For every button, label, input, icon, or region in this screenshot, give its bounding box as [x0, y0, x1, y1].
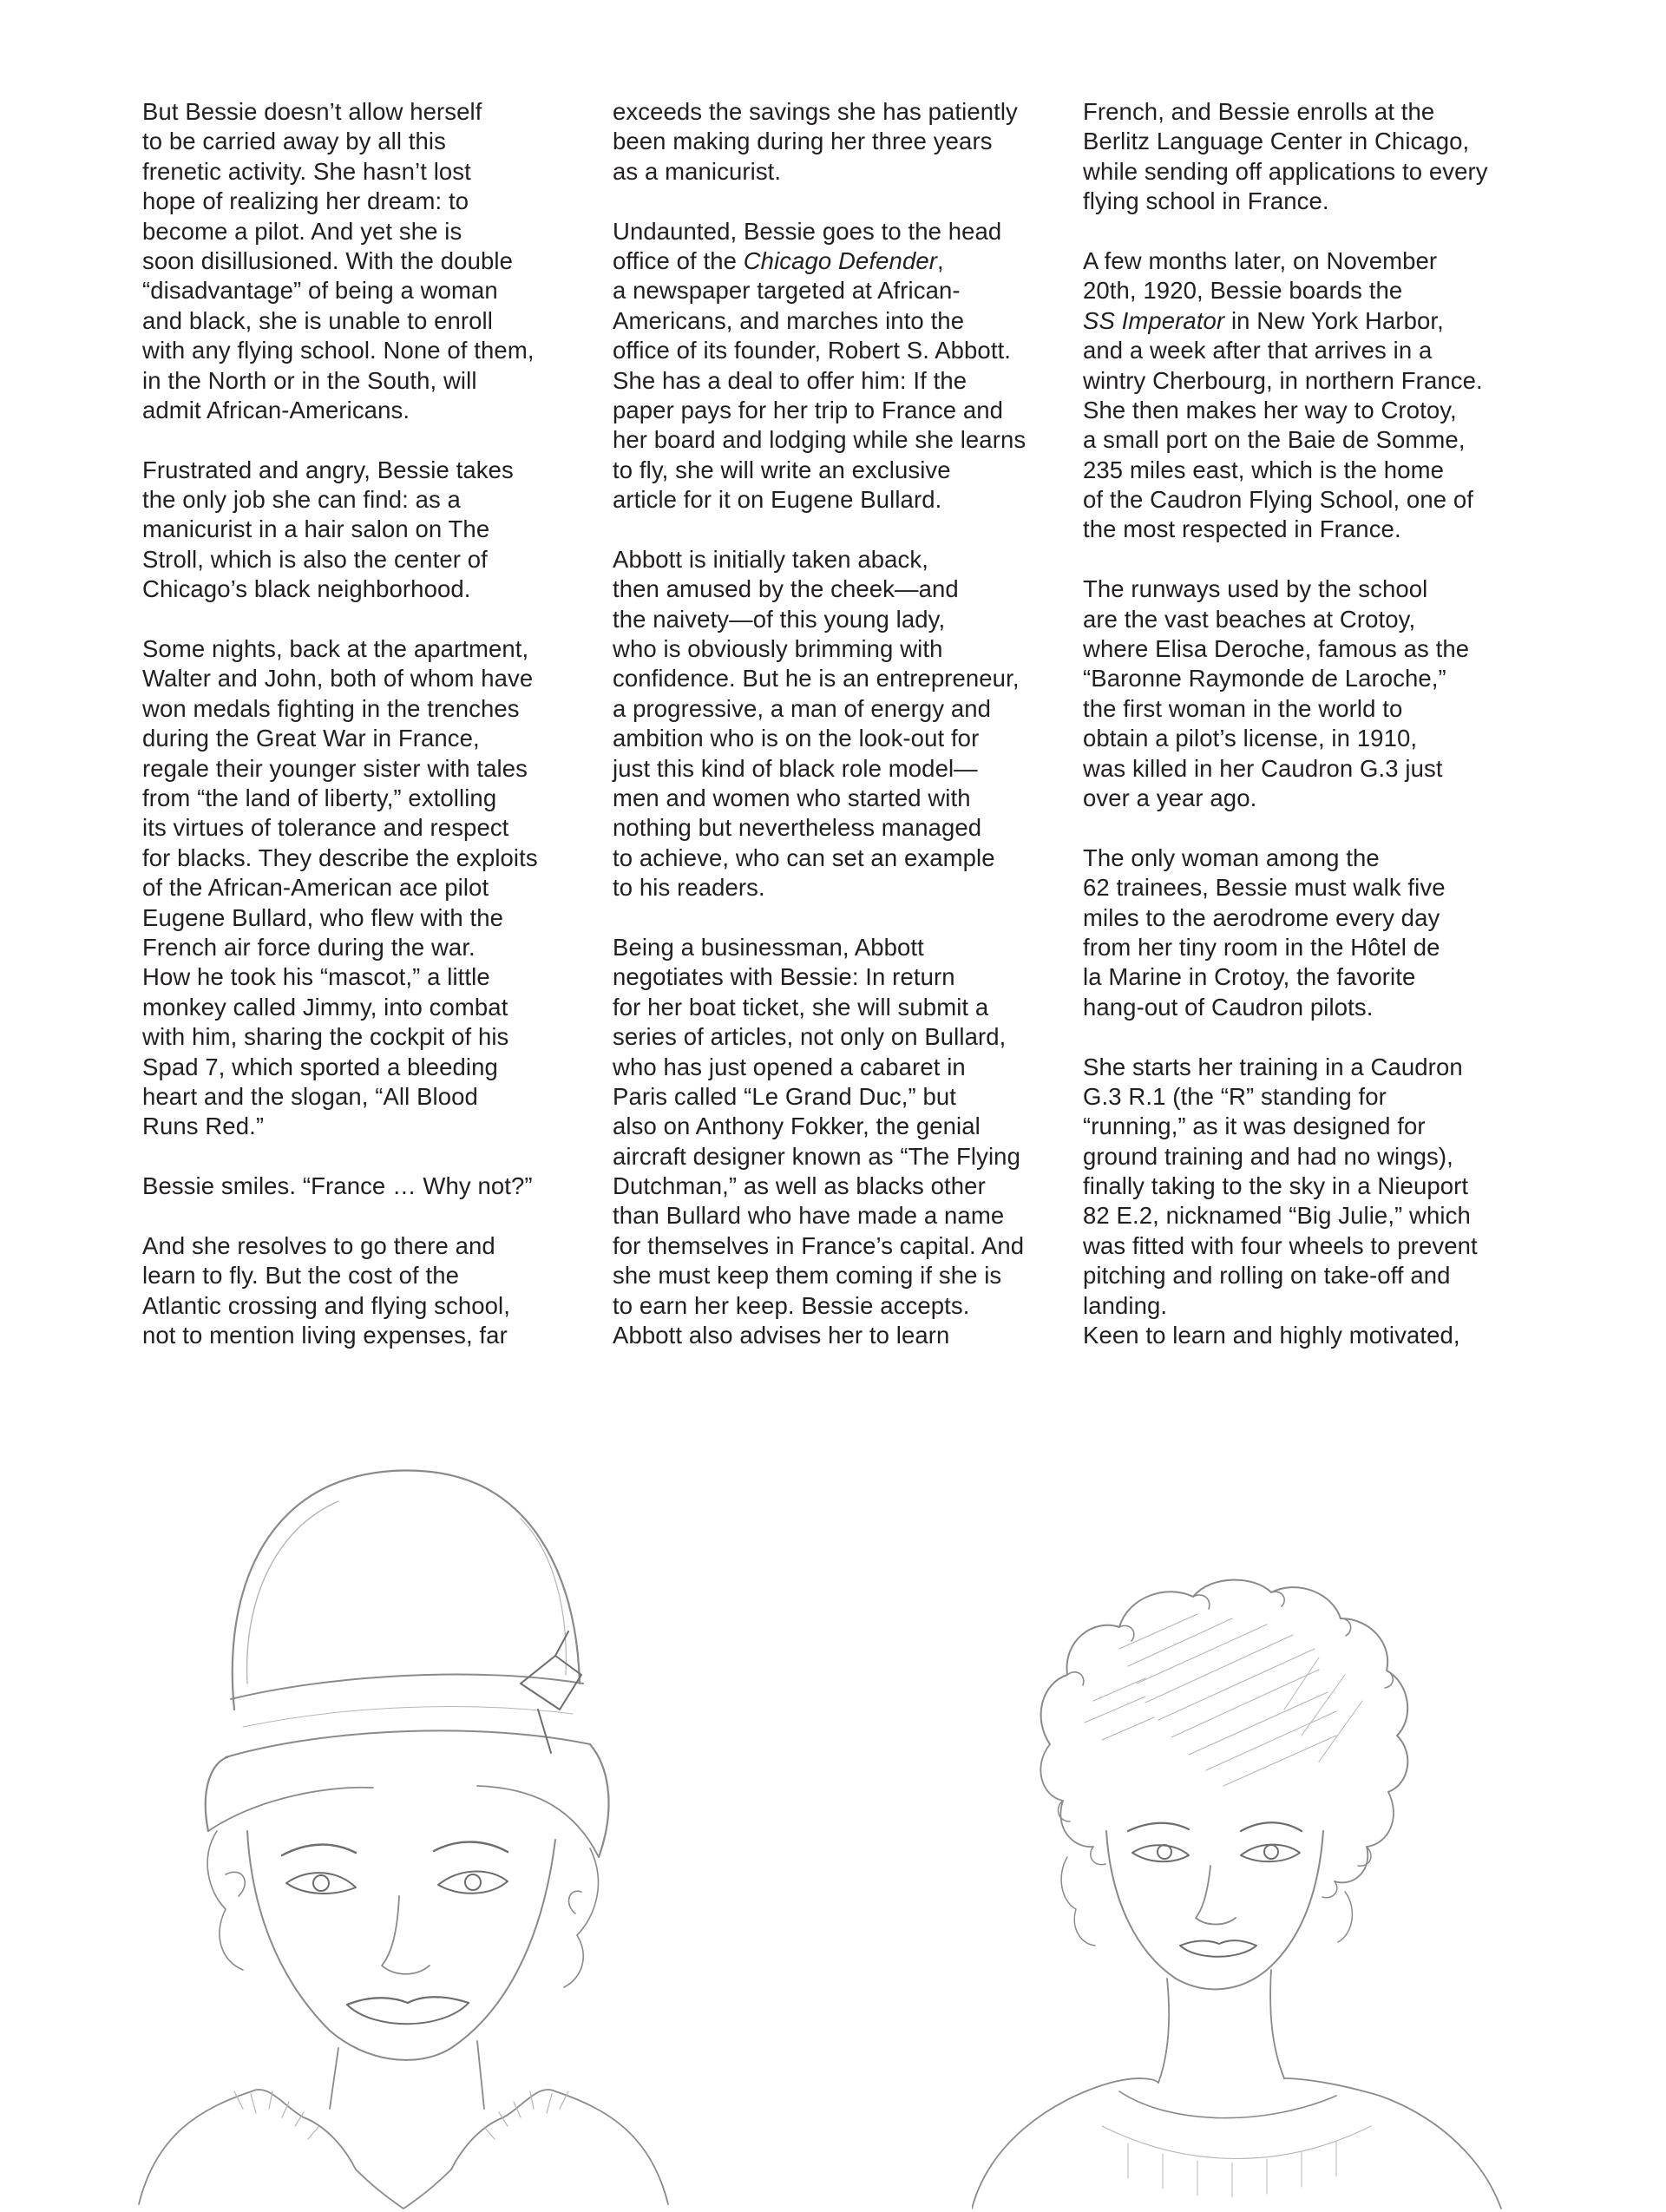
- text-segment: with him, sharing the cockpit of his: [142, 1023, 509, 1051]
- text-segment: admit African-Americans.: [142, 396, 410, 423]
- text-line: [613, 425, 1072, 455]
- text-line: [1083, 1172, 1543, 1201]
- text-segment: over a year ago.: [1083, 784, 1257, 811]
- text-line: [142, 962, 602, 992]
- text-segment: Chicago’s black neighborhood.: [142, 575, 471, 603]
- text-line: [142, 1082, 602, 1112]
- text-segment: Stroll, which is also the center of: [142, 545, 488, 573]
- text-line: [142, 1321, 602, 1350]
- paragraph-gap: [142, 425, 602, 455]
- text-segment: her board and lodging while she learns: [613, 426, 1026, 454]
- text-line: [613, 1231, 1072, 1261]
- text-line: [613, 784, 1072, 813]
- text-line: [613, 843, 1072, 873]
- text-line: [613, 336, 1072, 365]
- paragraph: [613, 545, 1072, 903]
- text-line: [613, 217, 1072, 246]
- text-segment: Frustrated and angry, Bessie takes: [142, 456, 514, 483]
- text-line: [1083, 664, 1543, 693]
- text-line: [1083, 97, 1543, 127]
- text-line: [142, 1291, 602, 1321]
- text-line: [1083, 1231, 1543, 1261]
- text-line: [142, 873, 602, 903]
- text-segment: “running,” as it was designed for: [1083, 1113, 1426, 1140]
- text-segment: She then makes her way to Crotoy,: [1083, 396, 1457, 423]
- text-line: [613, 1022, 1072, 1052]
- text-segment: also on Anthony Fokker, the genial: [613, 1113, 981, 1140]
- text-line: [142, 306, 602, 336]
- text-line: [613, 1201, 1072, 1231]
- text-segment: was fitted with four wheels to prevent: [1083, 1231, 1478, 1259]
- text-line: [1083, 187, 1543, 216]
- text-line: [1083, 843, 1543, 873]
- text-line: [613, 276, 1072, 305]
- text-line: [142, 366, 602, 396]
- text-segment: for her boat ticket, she will submit a: [613, 993, 989, 1021]
- text-segment: for themselves in France’s capital. And: [613, 1231, 1025, 1259]
- text-segment: a newspaper targeted at African-: [613, 277, 961, 305]
- paragraph-gap: [613, 187, 1072, 216]
- text-segment: to be carried away by all this: [142, 128, 446, 155]
- text-segment: Berlitz Language Center in Chicago,: [1083, 128, 1470, 155]
- text-line: [142, 456, 602, 485]
- text-line: [1083, 634, 1543, 664]
- text-segment: and black, she is unable to enroll: [142, 306, 493, 334]
- text-segment: been making during her three years: [613, 128, 993, 155]
- text-segment: She has a deal to offer him: If the: [613, 366, 967, 394]
- text-segment: she must keep them coming if she is: [613, 1262, 1002, 1290]
- paragraph-gap: [1083, 1022, 1543, 1052]
- text-segment: Bessie smiles. “France … Why not?”: [142, 1172, 533, 1200]
- text-line: [1083, 873, 1543, 903]
- text-line: [142, 97, 602, 127]
- text-segment: the first woman in the world to: [1083, 694, 1403, 722]
- paragraph: [1083, 574, 1543, 813]
- text-segment: who is obviously brimming with: [613, 635, 943, 663]
- text-line: [1083, 903, 1543, 933]
- paragraph: [142, 634, 602, 1142]
- text-segment: obtain a pilot’s license, in 1910,: [1083, 725, 1418, 752]
- text-line: [613, 97, 1072, 127]
- text-segment: just this kind of black role model—: [613, 754, 978, 782]
- text-segment: The only woman among the: [1083, 843, 1380, 871]
- text-line: [1083, 993, 1543, 1022]
- text-segment: the only job she can find: as a: [142, 486, 461, 514]
- text-line: [613, 873, 1072, 903]
- paragraph-gap: [1083, 545, 1543, 574]
- text-line: [1083, 1321, 1543, 1350]
- text-line: [142, 515, 602, 544]
- text-line: [142, 336, 602, 365]
- text-segment: She starts her training in a Caudron: [1083, 1053, 1463, 1080]
- text-line: [142, 1261, 602, 1290]
- sketch-woman-cloche-hat: [69, 1423, 729, 2212]
- text-line: [1083, 962, 1543, 992]
- text-segment: regale their younger sister with tales: [142, 754, 528, 782]
- text-line: [142, 754, 602, 784]
- text-column-2: [613, 97, 1072, 1350]
- text-line: [142, 813, 602, 843]
- text-segment: 62 trainees, Bessie must walk five: [1083, 874, 1446, 902]
- italic-title: SS Imperator: [1083, 306, 1225, 334]
- text-segment: with any flying school. None of them,: [142, 337, 535, 364]
- paragraph: [142, 456, 602, 605]
- text-line: [613, 545, 1072, 574]
- text-segment: to his readers.: [613, 874, 765, 902]
- text-line: [142, 694, 602, 724]
- text-line: [142, 1053, 602, 1082]
- paragraph: [613, 933, 1072, 1350]
- text-line: [142, 664, 602, 693]
- text-segment: a progressive, a man of energy and: [613, 694, 992, 722]
- text-segment: frenetic activity. She hasn’t lost: [142, 157, 471, 185]
- text-segment: article for it on Eugene Bullard.: [613, 486, 942, 514]
- text-line: [142, 1112, 602, 1141]
- text-line: [1083, 157, 1543, 187]
- text-line: [142, 1231, 602, 1261]
- text-segment: The runways used by the school: [1083, 575, 1428, 603]
- text-line: [613, 306, 1072, 336]
- text-segment: are the vast beaches at Crotoy,: [1083, 605, 1416, 633]
- text-line: [142, 903, 602, 933]
- text-line: [613, 1321, 1072, 1350]
- sketch-young-woman-curly-hair: [972, 1571, 1527, 2212]
- text-segment: 82 E.2, nicknamed “Big Julie,” which: [1083, 1202, 1471, 1230]
- text-segment: aircraft designer known as “The Flying: [613, 1142, 1020, 1170]
- text-segment: Dutchman,” as well as blacks other: [613, 1172, 986, 1200]
- text-line: [142, 127, 602, 156]
- text-segment: learn to fly. But the cost of the: [142, 1262, 460, 1290]
- text-line: [613, 1291, 1072, 1321]
- text-line: [1083, 127, 1543, 156]
- text-line: [142, 217, 602, 246]
- text-segment: But Bessie doesn’t allow herself: [142, 98, 482, 125]
- text-line: [1083, 1201, 1543, 1231]
- text-line: [142, 933, 602, 962]
- paragraph-gap: [142, 1201, 602, 1231]
- text-segment: And she resolves to go there and: [142, 1231, 495, 1259]
- text-segment: wintry Cherbourg, in northern France.: [1083, 366, 1483, 394]
- paragraph: [1083, 1053, 1543, 1351]
- text-segment: to achieve, who can set an example: [613, 843, 995, 871]
- text-segment: Being a businessman, Abbott: [613, 933, 924, 961]
- text-segment: men and women who started with: [613, 784, 971, 811]
- text-segment: exceeds the savings she has patiently: [613, 98, 1018, 125]
- text-line: [613, 754, 1072, 784]
- text-line: [142, 545, 602, 574]
- text-segment: while sending off applications to every: [1083, 157, 1488, 185]
- text-line: [613, 127, 1072, 156]
- text-line: [1083, 366, 1543, 396]
- text-segment: Atlantic crossing and flying school,: [142, 1291, 510, 1319]
- text-line: [142, 843, 602, 873]
- paragraph: [142, 97, 602, 425]
- text-segment: from her tiny room in the Hôtel de: [1083, 933, 1440, 961]
- text-segment: landing.: [1083, 1291, 1168, 1319]
- text-line: [1083, 784, 1543, 813]
- text-segment: Keen to learn and highly motivated,: [1083, 1322, 1460, 1349]
- text-segment: to fly, she will write an exclusive: [613, 456, 951, 483]
- text-segment: Abbott is initially taken aback,: [613, 545, 928, 573]
- paragraph: [613, 97, 1072, 187]
- text-segment: for blacks. They describe the exploits: [142, 843, 538, 871]
- text-line: [1083, 425, 1543, 455]
- text-segment: Spad 7, which sported a bleeding: [142, 1053, 498, 1080]
- text-segment: and a week after that arrives in a: [1083, 337, 1433, 364]
- text-segment: the naivety—of this young lady,: [613, 605, 946, 633]
- text-segment: heart and the slogan, “All Blood: [142, 1082, 478, 1110]
- text-line: [142, 1172, 602, 1201]
- paragraph-gap: [142, 605, 602, 634]
- text-segment: pitching and rolling on take-off and: [1083, 1262, 1451, 1290]
- text-segment: its virtues of tolerance and respect: [142, 814, 509, 842]
- text-segment: miles to the aerodrome every day: [1083, 903, 1440, 931]
- text-line: [142, 157, 602, 187]
- text-line: [1083, 246, 1543, 276]
- text-segment: then amused by the cheek—and: [613, 575, 959, 603]
- text-segment: won medals fighting in the trenches: [142, 694, 520, 722]
- text-line: [613, 605, 1072, 634]
- text-line: [1083, 515, 1543, 544]
- text-line: [142, 396, 602, 425]
- text-segment: ambition who is on the look-out for: [613, 725, 980, 752]
- text-line: [1083, 485, 1543, 515]
- text-line: [142, 276, 602, 305]
- text-segment: in New York Harbor,: [1224, 306, 1444, 334]
- text-line: [613, 933, 1072, 962]
- text-segment: monkey called Jimmy, into combat: [142, 993, 508, 1021]
- text-line: [613, 962, 1072, 992]
- text-segment: was killed in her Caudron G.3 just: [1083, 754, 1443, 782]
- text-segment: who has just opened a cabaret in: [613, 1053, 966, 1080]
- text-line: [613, 246, 1072, 276]
- paragraph-gap: [613, 515, 1072, 544]
- text-line: [613, 664, 1072, 693]
- text-column-3: [1083, 97, 1543, 1350]
- italic-title: Chicago Defender: [743, 246, 937, 274]
- text-column-1: [142, 97, 602, 1350]
- text-line: [142, 724, 602, 753]
- text-segment: finally taking to the sky in a Nieuport: [1083, 1172, 1469, 1200]
- text-segment: ,: [936, 246, 944, 274]
- text-line: [613, 574, 1072, 604]
- paragraph-gap: [1083, 813, 1543, 843]
- text-line: [613, 634, 1072, 664]
- text-line: [1083, 336, 1543, 365]
- text-segment: Abbott also advises her to learn: [613, 1322, 950, 1349]
- paragraph-gap: [142, 1142, 602, 1172]
- paragraph: [1083, 246, 1543, 545]
- text-line: [613, 993, 1072, 1022]
- text-segment: Paris called “Le Grand Duc,” but: [613, 1082, 957, 1110]
- text-line: [1083, 1142, 1543, 1172]
- text-line: [613, 724, 1072, 753]
- text-line: [142, 634, 602, 664]
- text-segment: soon disillusioned. With the double: [142, 246, 513, 274]
- paragraph: [1083, 97, 1543, 217]
- text-segment: from “the land of liberty,” extolling: [142, 784, 497, 811]
- text-segment: Americans, and marches into the: [613, 306, 965, 334]
- text-segment: in the North or in the South, will: [142, 366, 477, 394]
- text-line: [613, 456, 1072, 485]
- text-segment: hope of realizing her dream: to: [142, 187, 469, 215]
- text-segment: “Baronne Raymonde de Laroche,”: [1083, 665, 1446, 692]
- text-line: [613, 694, 1072, 724]
- text-line: [1083, 1261, 1543, 1290]
- text-line: [1083, 724, 1543, 753]
- paragraph: [1083, 843, 1543, 1022]
- text-line: [613, 1112, 1072, 1141]
- text-segment: become a pilot. And yet she is: [142, 217, 462, 245]
- text-line: [1083, 694, 1543, 724]
- text-line: [1083, 276, 1543, 305]
- text-line: [142, 993, 602, 1022]
- text-segment: manicurist in a hair salon on The: [142, 515, 490, 543]
- text-segment: the most respected in France.: [1083, 515, 1401, 543]
- text-segment: office of the: [613, 246, 744, 274]
- paragraph: [613, 217, 1072, 515]
- text-segment: during the Great War in France,: [142, 725, 480, 752]
- text-segment: to earn her keep. Bessie accepts.: [613, 1291, 970, 1319]
- text-line: [613, 366, 1072, 396]
- text-segment: A few months later, on November: [1083, 246, 1438, 274]
- text-segment: office of its founder, Robert S. Abbott.: [613, 337, 1012, 364]
- text-line: [1083, 1291, 1543, 1321]
- text-segment: nothing but nevertheless managed: [613, 814, 982, 842]
- text-segment: French air force during the war.: [142, 933, 476, 961]
- text-line: [613, 1053, 1072, 1082]
- text-segment: negotiates with Bessie: In return: [613, 963, 955, 991]
- text-segment: series of articles, not only on Bullard,: [613, 1023, 1007, 1051]
- text-segment: “disadvantage” of being a woman: [142, 277, 498, 305]
- text-line: [142, 187, 602, 216]
- text-segment: flying school in France.: [1083, 187, 1329, 215]
- text-line: [613, 813, 1072, 843]
- text-segment: Some nights, back at the apartment,: [142, 635, 529, 663]
- text-line: [1083, 396, 1543, 425]
- paragraph: [142, 1231, 602, 1351]
- text-line: [1083, 754, 1543, 784]
- text-line: [1083, 306, 1543, 336]
- text-segment: 235 miles east, which is the home: [1083, 456, 1445, 483]
- text-segment: as a manicurist.: [613, 157, 782, 185]
- text-segment: ground training and had no wings),: [1083, 1142, 1453, 1170]
- text-line: [613, 1142, 1072, 1172]
- text-line: [1083, 933, 1543, 962]
- text-segment: 20th, 1920, Bessie boards the: [1083, 277, 1403, 305]
- text-line: [1083, 456, 1543, 485]
- text-segment: Walter and John, both of whom have: [142, 665, 534, 692]
- text-line: [1083, 605, 1543, 634]
- text-segment: Runs Red.”: [142, 1113, 265, 1140]
- text-line: [613, 157, 1072, 187]
- text-segment: confidence. But he is an entrepreneur,: [613, 665, 1020, 692]
- paragraph: [142, 1172, 602, 1201]
- text-segment: of the Caudron Flying School, one of: [1083, 486, 1473, 514]
- text-line: [613, 1261, 1072, 1290]
- text-line: [142, 246, 602, 276]
- text-segment: a small port on the Baie de Somme,: [1083, 426, 1466, 454]
- text-line: [1083, 1082, 1543, 1112]
- text-line: [142, 574, 602, 604]
- text-line: [142, 1022, 602, 1052]
- paragraph-gap: [613, 903, 1072, 933]
- text-segment: where Elisa Deroche, famous as the: [1083, 635, 1470, 663]
- text-segment: Eugene Bullard, who flew with the: [142, 903, 504, 931]
- text-line: [613, 396, 1072, 425]
- text-segment: la Marine in Crotoy, the favorite: [1083, 963, 1416, 991]
- text-segment: French, and Bessie enrolls at the: [1083, 98, 1435, 125]
- text-segment: of the African-American ace pilot: [142, 874, 489, 902]
- text-line: [613, 485, 1072, 515]
- text-segment: Undaunted, Bessie goes to the head: [613, 217, 1002, 245]
- text-line: [1083, 1112, 1543, 1141]
- text-line: [142, 485, 602, 515]
- text-line: [613, 1082, 1072, 1112]
- text-line: [142, 784, 602, 813]
- paragraph-gap: [1083, 217, 1543, 246]
- text-line: [613, 1172, 1072, 1201]
- text-segment: G.3 R.1 (the “R” standing for: [1083, 1082, 1387, 1110]
- text-segment: not to mention living expenses, far: [142, 1322, 508, 1349]
- text-segment: paper pays for her trip to France and: [613, 396, 1004, 423]
- text-segment: How he took his “mascot,” a little: [142, 963, 490, 991]
- text-segment: than Bullard who have made a name: [613, 1202, 1005, 1230]
- text-line: [1083, 1053, 1543, 1082]
- text-line: [1083, 574, 1543, 604]
- text-segment: hang-out of Caudron pilots.: [1083, 993, 1374, 1021]
